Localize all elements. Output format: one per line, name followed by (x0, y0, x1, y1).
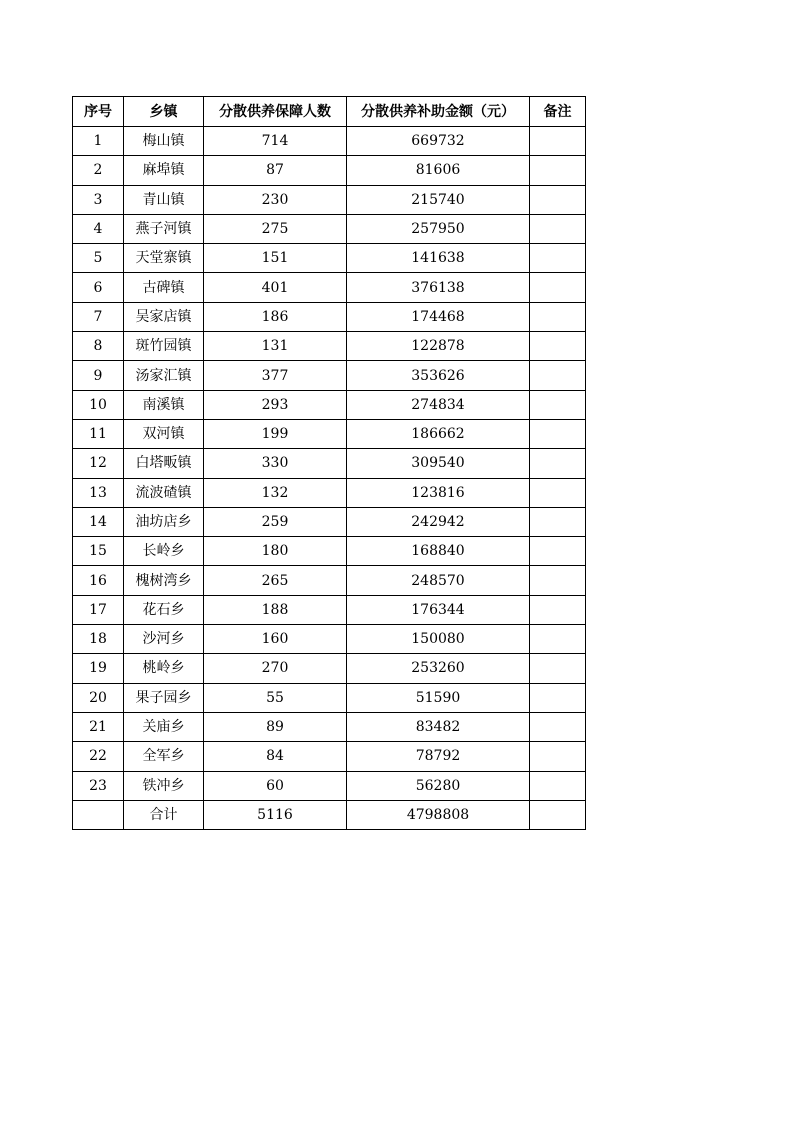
cell-people-count: 55 (204, 683, 347, 712)
cell-subsidy-amount: 122878 (347, 332, 530, 361)
cell-subsidy-amount: 274834 (347, 390, 530, 419)
cell-remarks (530, 595, 586, 624)
cell-serial-number: 14 (73, 507, 124, 536)
table-row (73, 273, 586, 302)
cell-people-count: 259 (204, 507, 347, 536)
cell-subsidy-amount: 150080 (347, 625, 530, 654)
cell-serial-number: 7 (73, 302, 124, 331)
cell-people-count: 270 (204, 654, 347, 683)
cell-remarks (530, 449, 586, 478)
cell-serial-number: 19 (73, 654, 124, 683)
cell-remarks (530, 800, 586, 829)
cell-serial-number: 3 (73, 185, 124, 214)
table-row (73, 419, 586, 448)
cell-remarks (530, 214, 586, 243)
cell-remarks (530, 419, 586, 448)
cell-serial-number: 5 (73, 244, 124, 273)
cell-remarks (530, 566, 586, 595)
cell-people-count: 275 (204, 214, 347, 243)
cell-people-count: 131 (204, 332, 347, 361)
cell-serial-number: 13 (73, 478, 124, 507)
subsidy-table (72, 96, 586, 830)
cell-township: 梅山镇 (124, 127, 204, 156)
cell-subsidy-amount: 186662 (347, 419, 530, 448)
cell-serial-number: 23 (73, 771, 124, 800)
cell-people-count: 87 (204, 156, 347, 185)
cell-serial-number: 6 (73, 273, 124, 302)
cell-township: 燕子河镇 (124, 214, 204, 243)
cell-subsidy-amount: 78792 (347, 742, 530, 771)
cell-township: 果子园乡 (124, 683, 204, 712)
table-row (73, 478, 586, 507)
cell-township: 汤家汇镇 (124, 361, 204, 390)
cell-township: 全军乡 (124, 742, 204, 771)
cell-people-count: 5116 (204, 800, 347, 829)
cell-people-count: 377 (204, 361, 347, 390)
cell-remarks (530, 654, 586, 683)
cell-serial-number: 1 (73, 127, 124, 156)
cell-subsidy-amount: 309540 (347, 449, 530, 478)
cell-people-count: 84 (204, 742, 347, 771)
cell-subsidy-amount: 168840 (347, 537, 530, 566)
cell-subsidy-amount: 215740 (347, 185, 530, 214)
table-total-row (73, 800, 586, 829)
header-subsidy-amount: 分散供养补助金额（元） (347, 97, 530, 127)
cell-subsidy-amount: 669732 (347, 127, 530, 156)
table-row (73, 566, 586, 595)
table-row (73, 771, 586, 800)
table-row (73, 683, 586, 712)
cell-subsidy-amount: 4798808 (347, 800, 530, 829)
cell-subsidy-amount: 81606 (347, 156, 530, 185)
cell-remarks (530, 302, 586, 331)
cell-township: 双河镇 (124, 419, 204, 448)
cell-serial-number: 18 (73, 625, 124, 654)
cell-township: 槐树湾乡 (124, 566, 204, 595)
cell-remarks (530, 625, 586, 654)
cell-township: 斑竹园镇 (124, 332, 204, 361)
cell-people-count: 186 (204, 302, 347, 331)
cell-remarks (530, 156, 586, 185)
cell-remarks (530, 390, 586, 419)
table-row (73, 156, 586, 185)
table-row (73, 244, 586, 273)
cell-township: 南溪镇 (124, 390, 204, 419)
cell-remarks (530, 537, 586, 566)
cell-serial-number: 21 (73, 712, 124, 741)
cell-township: 白塔畈镇 (124, 449, 204, 478)
header-support-people-count: 分散供养保障人数 (204, 97, 347, 127)
cell-township: 古碑镇 (124, 273, 204, 302)
cell-remarks (530, 478, 586, 507)
table-row (73, 361, 586, 390)
table-row (73, 537, 586, 566)
cell-subsidy-amount: 253260 (347, 654, 530, 683)
cell-township: 青山镇 (124, 185, 204, 214)
cell-remarks (530, 361, 586, 390)
table-row (73, 185, 586, 214)
cell-serial-number: 22 (73, 742, 124, 771)
cell-township: 铁冲乡 (124, 771, 204, 800)
cell-people-count: 401 (204, 273, 347, 302)
cell-township: 沙河乡 (124, 625, 204, 654)
cell-subsidy-amount: 56280 (347, 771, 530, 800)
cell-people-count: 132 (204, 478, 347, 507)
cell-people-count: 293 (204, 390, 347, 419)
table-row (73, 625, 586, 654)
cell-subsidy-amount: 257950 (347, 214, 530, 243)
cell-people-count: 151 (204, 244, 347, 273)
table-row (73, 390, 586, 419)
cell-subsidy-amount: 174468 (347, 302, 530, 331)
table-header-row (73, 97, 586, 127)
cell-subsidy-amount: 353626 (347, 361, 530, 390)
cell-remarks (530, 683, 586, 712)
cell-people-count: 160 (204, 625, 347, 654)
cell-people-count: 89 (204, 712, 347, 741)
cell-remarks (530, 127, 586, 156)
cell-subsidy-amount: 176344 (347, 595, 530, 624)
cell-people-count: 230 (204, 185, 347, 214)
cell-township: 吴家店镇 (124, 302, 204, 331)
table-row (73, 742, 586, 771)
cell-serial-number (73, 800, 124, 829)
table-row (73, 654, 586, 683)
cell-township: 油坊店乡 (124, 507, 204, 536)
cell-people-count: 60 (204, 771, 347, 800)
cell-subsidy-amount: 141638 (347, 244, 530, 273)
cell-people-count: 180 (204, 537, 347, 566)
table-row (73, 302, 586, 331)
cell-township: 花石乡 (124, 595, 204, 624)
table-row (73, 712, 586, 741)
cell-serial-number: 12 (73, 449, 124, 478)
cell-serial-number: 9 (73, 361, 124, 390)
cell-remarks (530, 742, 586, 771)
cell-serial-number: 15 (73, 537, 124, 566)
cell-township: 长岭乡 (124, 537, 204, 566)
cell-serial-number: 10 (73, 390, 124, 419)
cell-serial-number: 2 (73, 156, 124, 185)
cell-people-count: 199 (204, 419, 347, 448)
cell-township: 关庙乡 (124, 712, 204, 741)
cell-remarks (530, 185, 586, 214)
cell-serial-number: 17 (73, 595, 124, 624)
table-row (73, 507, 586, 536)
cell-subsidy-amount: 376138 (347, 273, 530, 302)
cell-subsidy-amount: 123816 (347, 478, 530, 507)
cell-subsidy-amount: 248570 (347, 566, 530, 595)
cell-subsidy-amount: 242942 (347, 507, 530, 536)
cell-township: 合计 (124, 800, 204, 829)
cell-people-count: 714 (204, 127, 347, 156)
cell-serial-number: 4 (73, 214, 124, 243)
cell-people-count: 188 (204, 595, 347, 624)
table-body (73, 127, 586, 830)
cell-township: 流波碴镇 (124, 478, 204, 507)
cell-remarks (530, 273, 586, 302)
cell-subsidy-amount: 51590 (347, 683, 530, 712)
table-row (73, 595, 586, 624)
cell-remarks (530, 771, 586, 800)
header-serial-number: 序号 (73, 97, 124, 127)
table-row (73, 449, 586, 478)
cell-remarks (530, 507, 586, 536)
cell-township: 桃岭乡 (124, 654, 204, 683)
cell-people-count: 265 (204, 566, 347, 595)
cell-serial-number: 8 (73, 332, 124, 361)
cell-remarks (530, 332, 586, 361)
cell-people-count: 330 (204, 449, 347, 478)
table-row (73, 332, 586, 361)
subsidy-table-container (72, 96, 586, 830)
cell-township: 麻埠镇 (124, 156, 204, 185)
header-township: 乡镇 (124, 97, 204, 127)
table-row (73, 214, 586, 243)
table-row (73, 127, 586, 156)
cell-remarks (530, 712, 586, 741)
cell-serial-number: 11 (73, 419, 124, 448)
cell-serial-number: 20 (73, 683, 124, 712)
cell-serial-number: 16 (73, 566, 124, 595)
cell-subsidy-amount: 83482 (347, 712, 530, 741)
cell-remarks (530, 244, 586, 273)
cell-township: 天堂寨镇 (124, 244, 204, 273)
header-remarks: 备注 (530, 97, 586, 127)
